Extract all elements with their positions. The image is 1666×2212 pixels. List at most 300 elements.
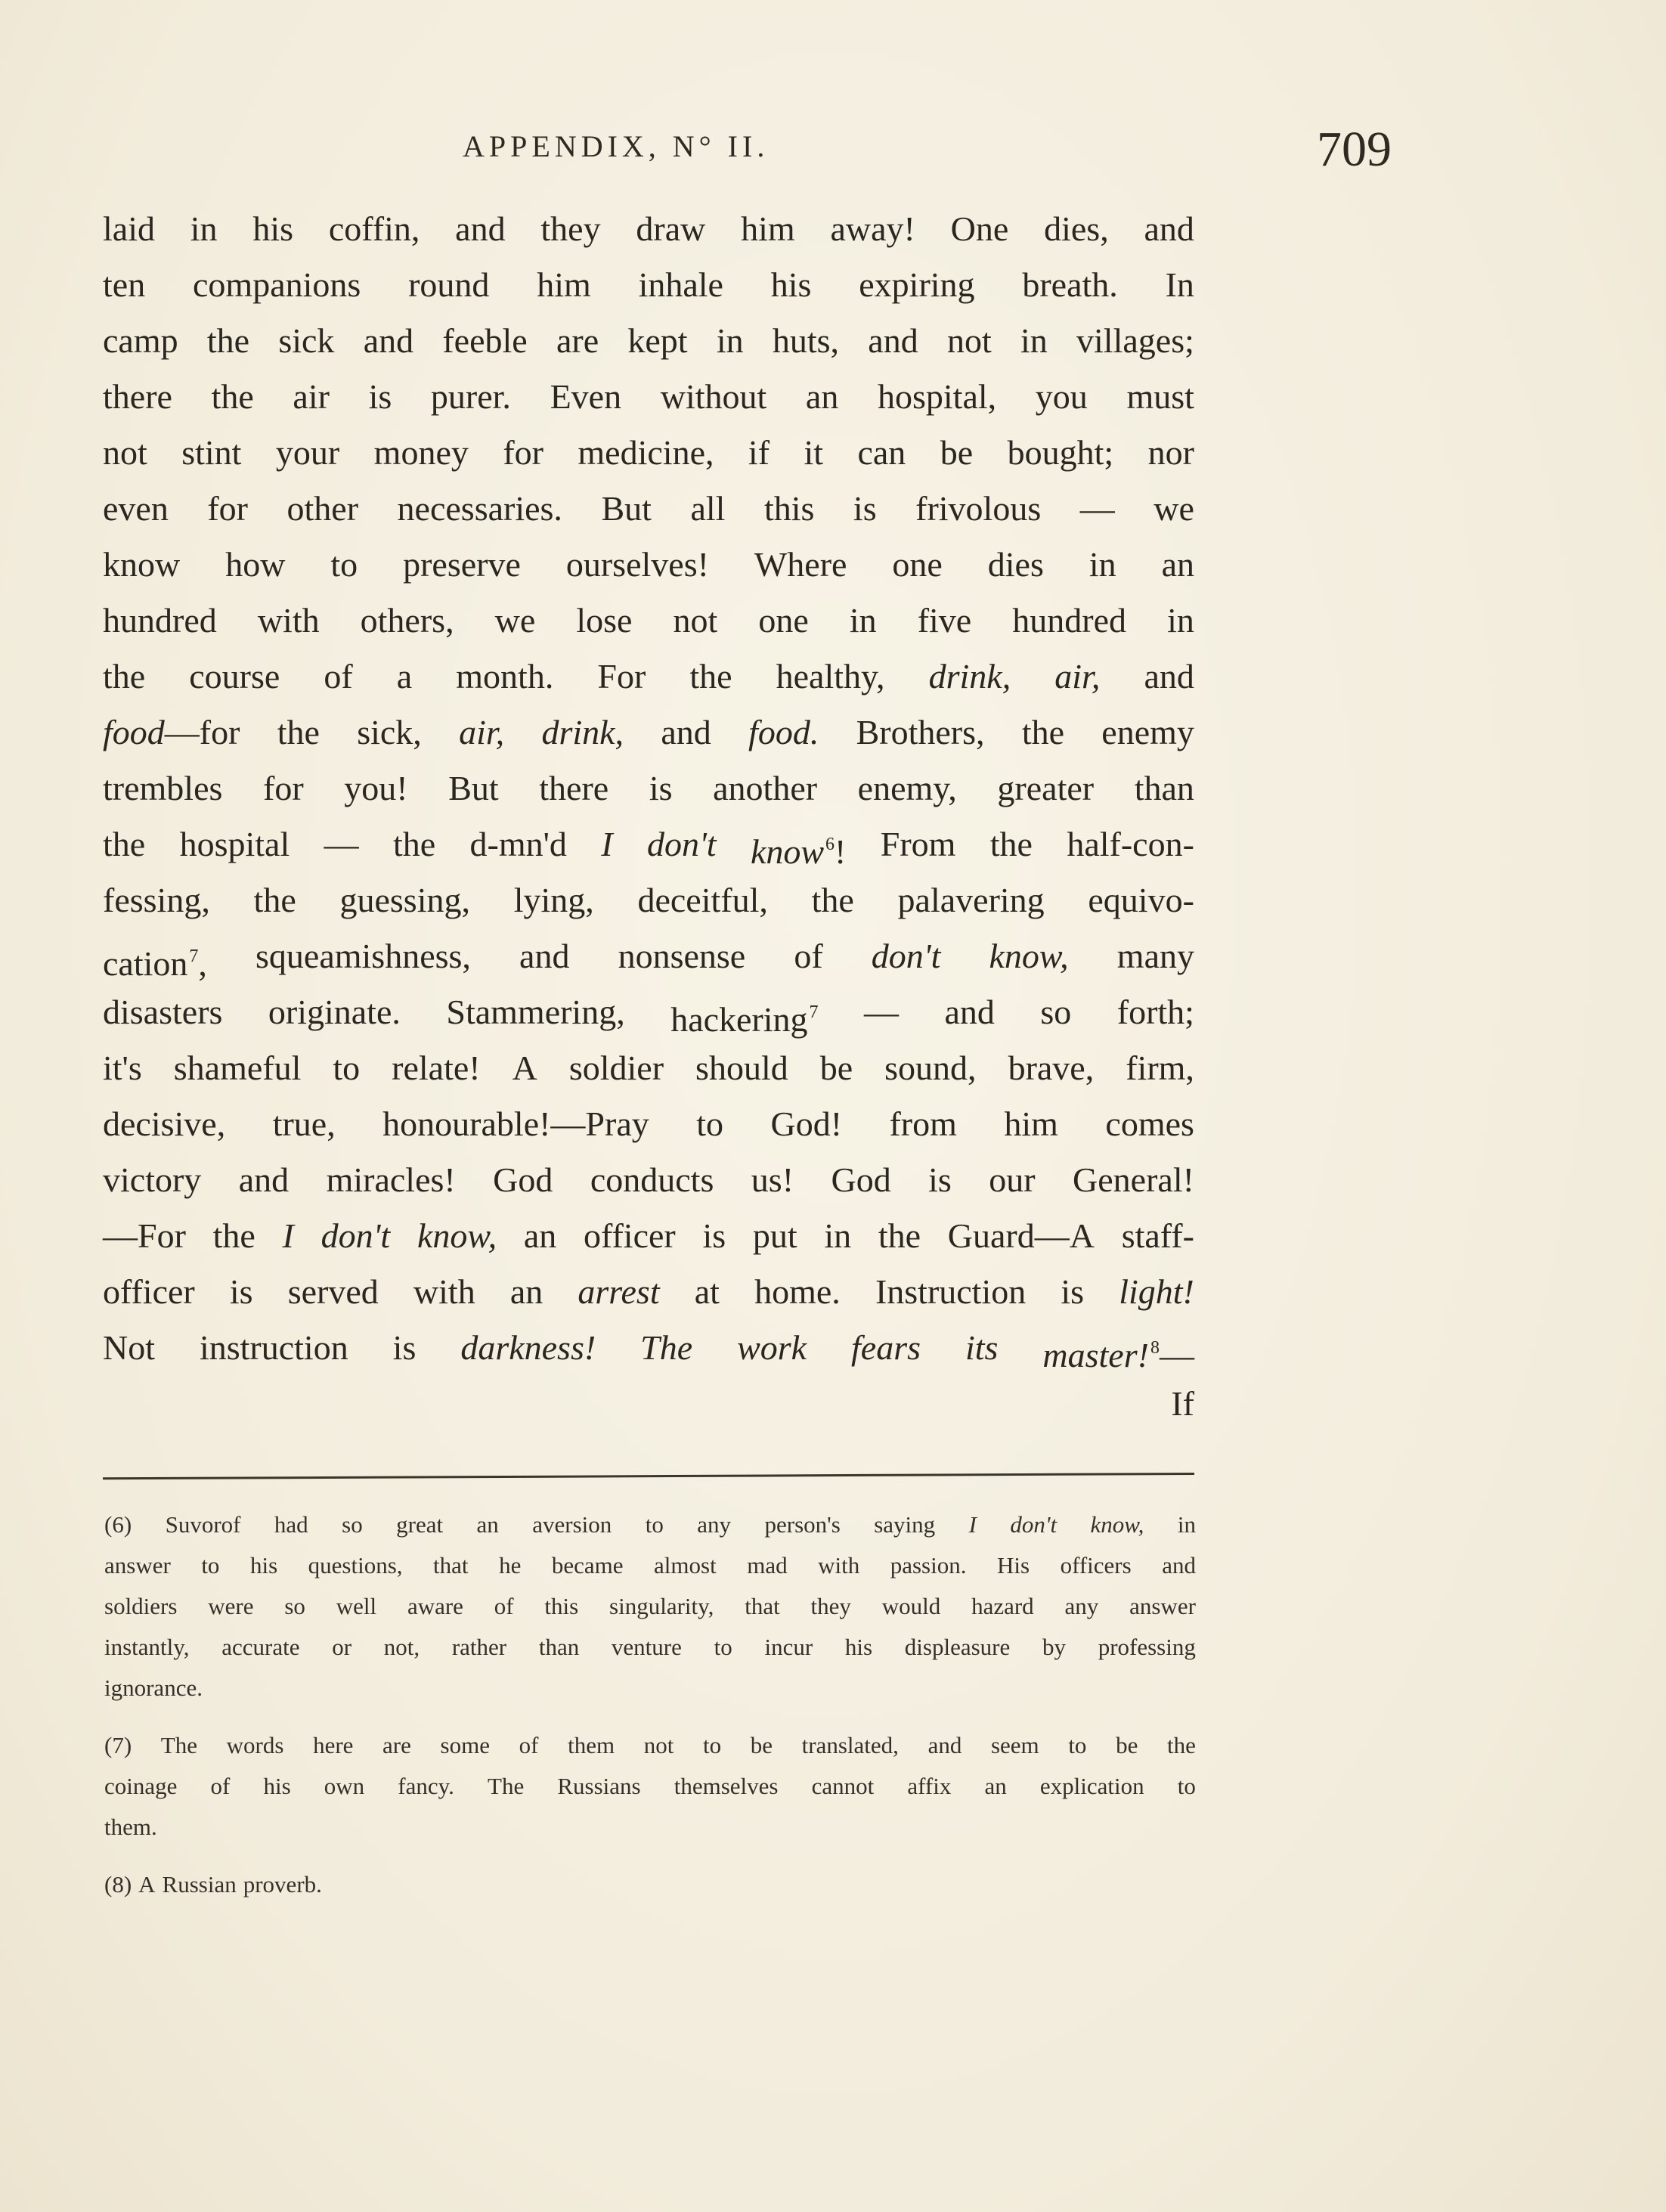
word: kept <box>627 321 688 360</box>
word: from <box>889 1104 957 1143</box>
word: draw <box>636 209 706 248</box>
word: purer. <box>430 377 511 416</box>
word: miracles! <box>326 1160 456 1199</box>
word: his <box>252 209 294 248</box>
word: know$^6$! <box>750 832 847 871</box>
word: questions, <box>308 1552 403 1578</box>
word: in <box>1177 1511 1196 1538</box>
word: General! <box>1073 1160 1194 1199</box>
word: this <box>763 489 815 528</box>
word: ourselves! <box>565 545 709 584</box>
word: and <box>944 993 995 1031</box>
word: own <box>324 1773 365 1799</box>
word: you! <box>344 769 408 807</box>
word: others, <box>360 601 454 640</box>
word: for <box>207 489 248 528</box>
word: at <box>694 1272 720 1311</box>
word: him <box>537 265 591 304</box>
body-text <box>103 201 1194 1432</box>
word: to <box>696 1104 723 1143</box>
word: and <box>1144 209 1194 248</box>
word: inhale <box>638 265 723 304</box>
word: nor <box>1147 433 1194 472</box>
word: Where <box>754 545 847 584</box>
word: If <box>1171 1384 1194 1423</box>
word: they <box>810 1593 851 1619</box>
word: is <box>928 1160 952 1199</box>
word: an <box>476 1511 499 1538</box>
word: they <box>540 209 601 248</box>
word: is <box>702 1216 726 1255</box>
word: not, <box>383 1634 420 1660</box>
word: don't <box>321 1216 391 1255</box>
word: had <box>274 1511 308 1538</box>
footnote-line <box>104 1807 1196 1848</box>
word: themselves <box>674 1773 779 1799</box>
word: served <box>287 1272 379 1311</box>
word: But <box>601 489 652 528</box>
word: (8) <box>104 1871 132 1898</box>
word: should <box>695 1049 788 1087</box>
word: his <box>263 1773 291 1799</box>
word: God! <box>770 1104 843 1143</box>
word: in <box>1020 321 1048 360</box>
word: the <box>103 825 146 863</box>
running-head <box>0 121 1666 181</box>
word: one <box>758 601 809 640</box>
word: is <box>1061 1272 1085 1311</box>
word: one <box>892 545 943 584</box>
word: how <box>225 545 286 584</box>
footnote-marker: 7 <box>809 1002 819 1022</box>
text-line <box>103 1376 1194 1432</box>
word: passion. <box>890 1552 967 1578</box>
word: to <box>645 1511 664 1538</box>
word: lose <box>576 601 633 640</box>
word: food. <box>748 713 819 751</box>
word: ten <box>103 265 146 304</box>
word: soldier <box>568 1049 664 1087</box>
word: is <box>649 769 673 807</box>
word: answer <box>104 1552 171 1578</box>
word: stint <box>181 433 242 472</box>
word: in <box>824 1216 852 1255</box>
word: to <box>330 545 358 584</box>
text-line <box>103 761 1194 816</box>
word: many <box>1116 937 1194 975</box>
word: would <box>881 1593 941 1619</box>
word: officer <box>583 1216 676 1255</box>
word: professing <box>1098 1634 1196 1660</box>
footnote <box>104 1864 1196 1905</box>
word: your <box>275 433 340 472</box>
text-line <box>103 984 1194 1040</box>
word: healthy, <box>776 657 885 696</box>
word: with <box>257 601 320 640</box>
word: palavering <box>897 881 1045 919</box>
word: not <box>673 601 718 640</box>
word: of <box>324 657 353 696</box>
word: soldiers <box>104 1593 178 1619</box>
word: it's <box>103 1049 142 1087</box>
word: air, <box>459 713 505 751</box>
word: the <box>811 881 854 919</box>
word: an <box>523 1216 557 1255</box>
word: there <box>539 769 609 807</box>
word: Not <box>103 1328 155 1367</box>
word: coffin, <box>328 209 420 248</box>
word: of <box>794 937 823 975</box>
footnote-marker: 7 <box>189 946 199 966</box>
footnote-marker: 6 <box>825 835 835 854</box>
text-line <box>103 928 1194 984</box>
word: for <box>503 433 543 472</box>
word: conducts <box>590 1160 714 1199</box>
word: here <box>313 1732 354 1758</box>
footnote-marker: 8 <box>1150 1338 1160 1358</box>
word: is <box>392 1328 416 1367</box>
word: us! <box>751 1160 794 1199</box>
word: know, <box>416 1216 497 1255</box>
word: forth; <box>1116 993 1194 1031</box>
word: sick, <box>357 713 422 751</box>
word: For <box>597 657 646 696</box>
word: singularity, <box>609 1593 714 1619</box>
word: the <box>211 377 254 416</box>
word: and <box>868 321 918 360</box>
word: coinage <box>104 1773 178 1799</box>
word: the <box>206 321 250 360</box>
word: aware <box>407 1593 463 1619</box>
word: to <box>1177 1773 1196 1799</box>
word: dies, <box>1044 209 1109 248</box>
word: our <box>989 1160 1036 1199</box>
word: trembles <box>103 769 223 807</box>
text-line <box>103 201 1194 257</box>
word: relate! <box>392 1049 481 1087</box>
footnote-line <box>104 1725 1196 1766</box>
word: not <box>946 321 992 360</box>
word: (7) <box>104 1732 132 1758</box>
word: put <box>752 1216 797 1255</box>
text-line <box>103 649 1194 705</box>
word: — <box>1079 489 1115 528</box>
word: The <box>488 1773 525 1799</box>
word: Guard—A <box>947 1216 1095 1255</box>
word: them <box>568 1732 615 1758</box>
word: words <box>226 1732 284 1758</box>
footnote-rule <box>103 1473 1194 1479</box>
word: home. <box>754 1272 841 1311</box>
word: round <box>408 265 490 304</box>
word: medicine, <box>578 433 714 472</box>
word: instruction <box>199 1328 348 1367</box>
word: an <box>1161 545 1194 584</box>
word: venture <box>611 1634 682 1660</box>
word: we <box>494 601 536 640</box>
word: any <box>697 1511 732 1538</box>
word: incur <box>764 1634 813 1660</box>
word: — <box>324 825 359 863</box>
word: translated, <box>801 1732 899 1758</box>
word: know, <box>1090 1511 1144 1538</box>
word: aversion <box>532 1511 612 1538</box>
word: affix <box>907 1773 952 1799</box>
word: bought; <box>1007 433 1114 472</box>
word: Suvorof <box>165 1511 241 1538</box>
word: In <box>1165 265 1194 304</box>
word: officer <box>103 1272 195 1311</box>
word: the <box>277 713 320 751</box>
word: officers <box>1060 1552 1132 1578</box>
text-line <box>103 313 1194 369</box>
footnote-line <box>104 1668 1196 1709</box>
word: hospital, <box>877 377 997 416</box>
word: hackering$^7$ <box>670 1000 819 1039</box>
footnote-line <box>104 1627 1196 1668</box>
word: the <box>878 1216 921 1255</box>
word: saying <box>874 1511 936 1538</box>
word: accurate <box>221 1634 300 1660</box>
word: honourable!—Pray <box>382 1104 649 1143</box>
word: Instruction <box>875 1272 1027 1311</box>
word: his <box>770 265 812 304</box>
word: sick <box>278 321 335 360</box>
word: — <box>864 993 900 1031</box>
word: hospital <box>179 825 290 863</box>
word: be <box>940 433 974 472</box>
text-line <box>103 1152 1194 1208</box>
word: them. <box>104 1814 157 1840</box>
text-line <box>103 257 1194 313</box>
word: he <box>499 1552 522 1578</box>
word: enemy, <box>857 769 957 807</box>
word: master!$^8$— <box>1042 1336 1194 1374</box>
word: with <box>413 1272 475 1311</box>
word: food—for <box>103 713 240 751</box>
word: almost <box>654 1552 717 1578</box>
page-number: 709 <box>1317 122 1392 177</box>
word: deceitful, <box>637 881 768 919</box>
word: arrest <box>578 1272 660 1311</box>
word: brave, <box>1008 1049 1095 1087</box>
word: don't <box>871 937 941 975</box>
word: well <box>336 1593 377 1619</box>
footnote-line <box>104 1864 1196 1905</box>
word: can <box>857 433 906 472</box>
text-line <box>103 481 1194 537</box>
footnote <box>104 1504 1196 1709</box>
word: this <box>544 1593 579 1619</box>
word: the <box>689 657 732 696</box>
word: drink, <box>928 657 1011 696</box>
word: displeasure <box>904 1634 1011 1660</box>
word: decisive, <box>103 1104 226 1143</box>
word: mad <box>747 1552 788 1578</box>
word: an <box>984 1773 1007 1799</box>
word: with <box>818 1552 860 1578</box>
footnote-line <box>104 1586 1196 1627</box>
word: don't <box>646 825 717 863</box>
word: so <box>342 1511 363 1538</box>
text-line <box>103 1096 1194 1152</box>
footnote-line <box>104 1766 1196 1807</box>
word: a <box>396 657 413 696</box>
word: answer <box>1129 1593 1196 1619</box>
word: that <box>745 1593 780 1619</box>
word: know <box>103 545 181 584</box>
word: disasters <box>103 993 223 1031</box>
word: feeble <box>442 321 528 360</box>
word: proverb. <box>243 1871 322 1898</box>
word: fears <box>851 1328 921 1367</box>
word: some <box>440 1732 490 1758</box>
word: —For <box>103 1216 186 1255</box>
word: necessaries. <box>397 489 562 528</box>
word: that <box>433 1552 469 1578</box>
text-line <box>103 816 1194 872</box>
word: But <box>448 769 499 807</box>
word: shameful <box>173 1049 302 1087</box>
word: know, <box>989 937 1069 975</box>
word: not <box>103 433 147 472</box>
word: to <box>333 1049 361 1087</box>
word: From <box>880 825 956 863</box>
word: him <box>741 209 795 248</box>
word: became <box>551 1552 624 1578</box>
word: (6) <box>104 1511 132 1538</box>
word: Russians <box>557 1773 641 1799</box>
text-line <box>103 537 1194 593</box>
text-line <box>103 705 1194 761</box>
word: comes <box>1105 1104 1194 1143</box>
word: must <box>1126 377 1194 416</box>
footnote-line <box>104 1504 1196 1545</box>
word: seem <box>990 1732 1039 1758</box>
word: light! <box>1119 1272 1194 1311</box>
word: any <box>1064 1593 1099 1619</box>
word: work <box>737 1328 807 1367</box>
word: not <box>643 1732 674 1758</box>
word: huts, <box>772 321 840 360</box>
text-line <box>103 425 1194 481</box>
word: originate. <box>268 993 401 1031</box>
word: is <box>229 1272 253 1311</box>
word: fancy. <box>398 1773 454 1799</box>
word: The <box>640 1328 693 1367</box>
word: it <box>804 433 824 472</box>
word: and <box>661 713 711 751</box>
word: instantly, <box>104 1634 190 1660</box>
word: camp <box>103 321 178 360</box>
word: so <box>284 1593 305 1619</box>
word: staff- <box>1121 1216 1194 1255</box>
word: of <box>519 1732 539 1758</box>
word: companions <box>193 265 361 304</box>
word: in <box>190 209 218 248</box>
word: One <box>950 209 1009 248</box>
text-line <box>103 1040 1194 1096</box>
word: hundred <box>103 601 217 640</box>
word: darkness! <box>460 1328 596 1367</box>
word: the <box>989 825 1033 863</box>
word: is <box>368 377 392 416</box>
word: and <box>519 937 570 975</box>
word: The <box>160 1732 197 1758</box>
word: his <box>844 1634 873 1660</box>
word: an <box>509 1272 543 1311</box>
text-line <box>103 593 1194 649</box>
word: great <box>396 1511 444 1538</box>
word: enemy <box>1101 713 1194 751</box>
word: and <box>238 1160 290 1199</box>
word: firm, <box>1126 1049 1194 1087</box>
word: laid <box>103 209 155 248</box>
word: even <box>103 489 169 528</box>
word: I <box>601 825 613 863</box>
word: cation$^7$, <box>103 944 207 983</box>
word: his <box>249 1552 278 1578</box>
word: Stammering, <box>446 993 625 1031</box>
word: sound, <box>884 1049 977 1087</box>
word: we <box>1154 489 1194 528</box>
word: the <box>103 657 146 696</box>
footnote-line <box>104 1545 1196 1586</box>
word: if <box>748 433 770 472</box>
word: the <box>1166 1732 1196 1758</box>
word: to <box>1068 1732 1087 1758</box>
word: d-mn'd <box>469 825 567 863</box>
word: and <box>363 321 414 360</box>
word: month. <box>456 657 554 696</box>
word: frivolous <box>915 489 1042 528</box>
word: true, <box>272 1104 336 1143</box>
word: God <box>493 1160 553 1199</box>
word: hazard <box>971 1593 1034 1619</box>
word: you <box>1035 377 1088 416</box>
word: nonsense <box>618 937 746 975</box>
word: breath. <box>1022 265 1118 304</box>
word: and <box>1162 1552 1196 1578</box>
word: person's <box>764 1511 841 1538</box>
footnote <box>104 1725 1196 1848</box>
text-line <box>103 1264 1194 1320</box>
word: preserve <box>403 545 521 584</box>
word: ignorance. <box>104 1674 203 1701</box>
word: were <box>208 1593 254 1619</box>
word: and <box>927 1732 962 1758</box>
word: dies <box>987 545 1044 584</box>
word: money <box>373 433 469 472</box>
word: don't <box>1010 1511 1058 1538</box>
word: equivo- <box>1088 881 1194 919</box>
word: be <box>750 1732 773 1758</box>
word: the <box>212 1216 255 1255</box>
running-head-title: APPENDIX, N° II. <box>463 129 770 163</box>
word: half-con- <box>1067 825 1194 863</box>
word: I <box>282 1216 294 1255</box>
word: lying, <box>513 881 594 919</box>
word: by <box>1042 1634 1066 1660</box>
word: to <box>702 1732 722 1758</box>
word: victory <box>103 1160 202 1199</box>
word: A <box>138 1871 156 1898</box>
word: all <box>690 489 726 528</box>
word: I <box>968 1511 977 1538</box>
word: Russian <box>162 1871 237 1898</box>
word: than <box>538 1634 580 1660</box>
word: is <box>853 489 877 528</box>
